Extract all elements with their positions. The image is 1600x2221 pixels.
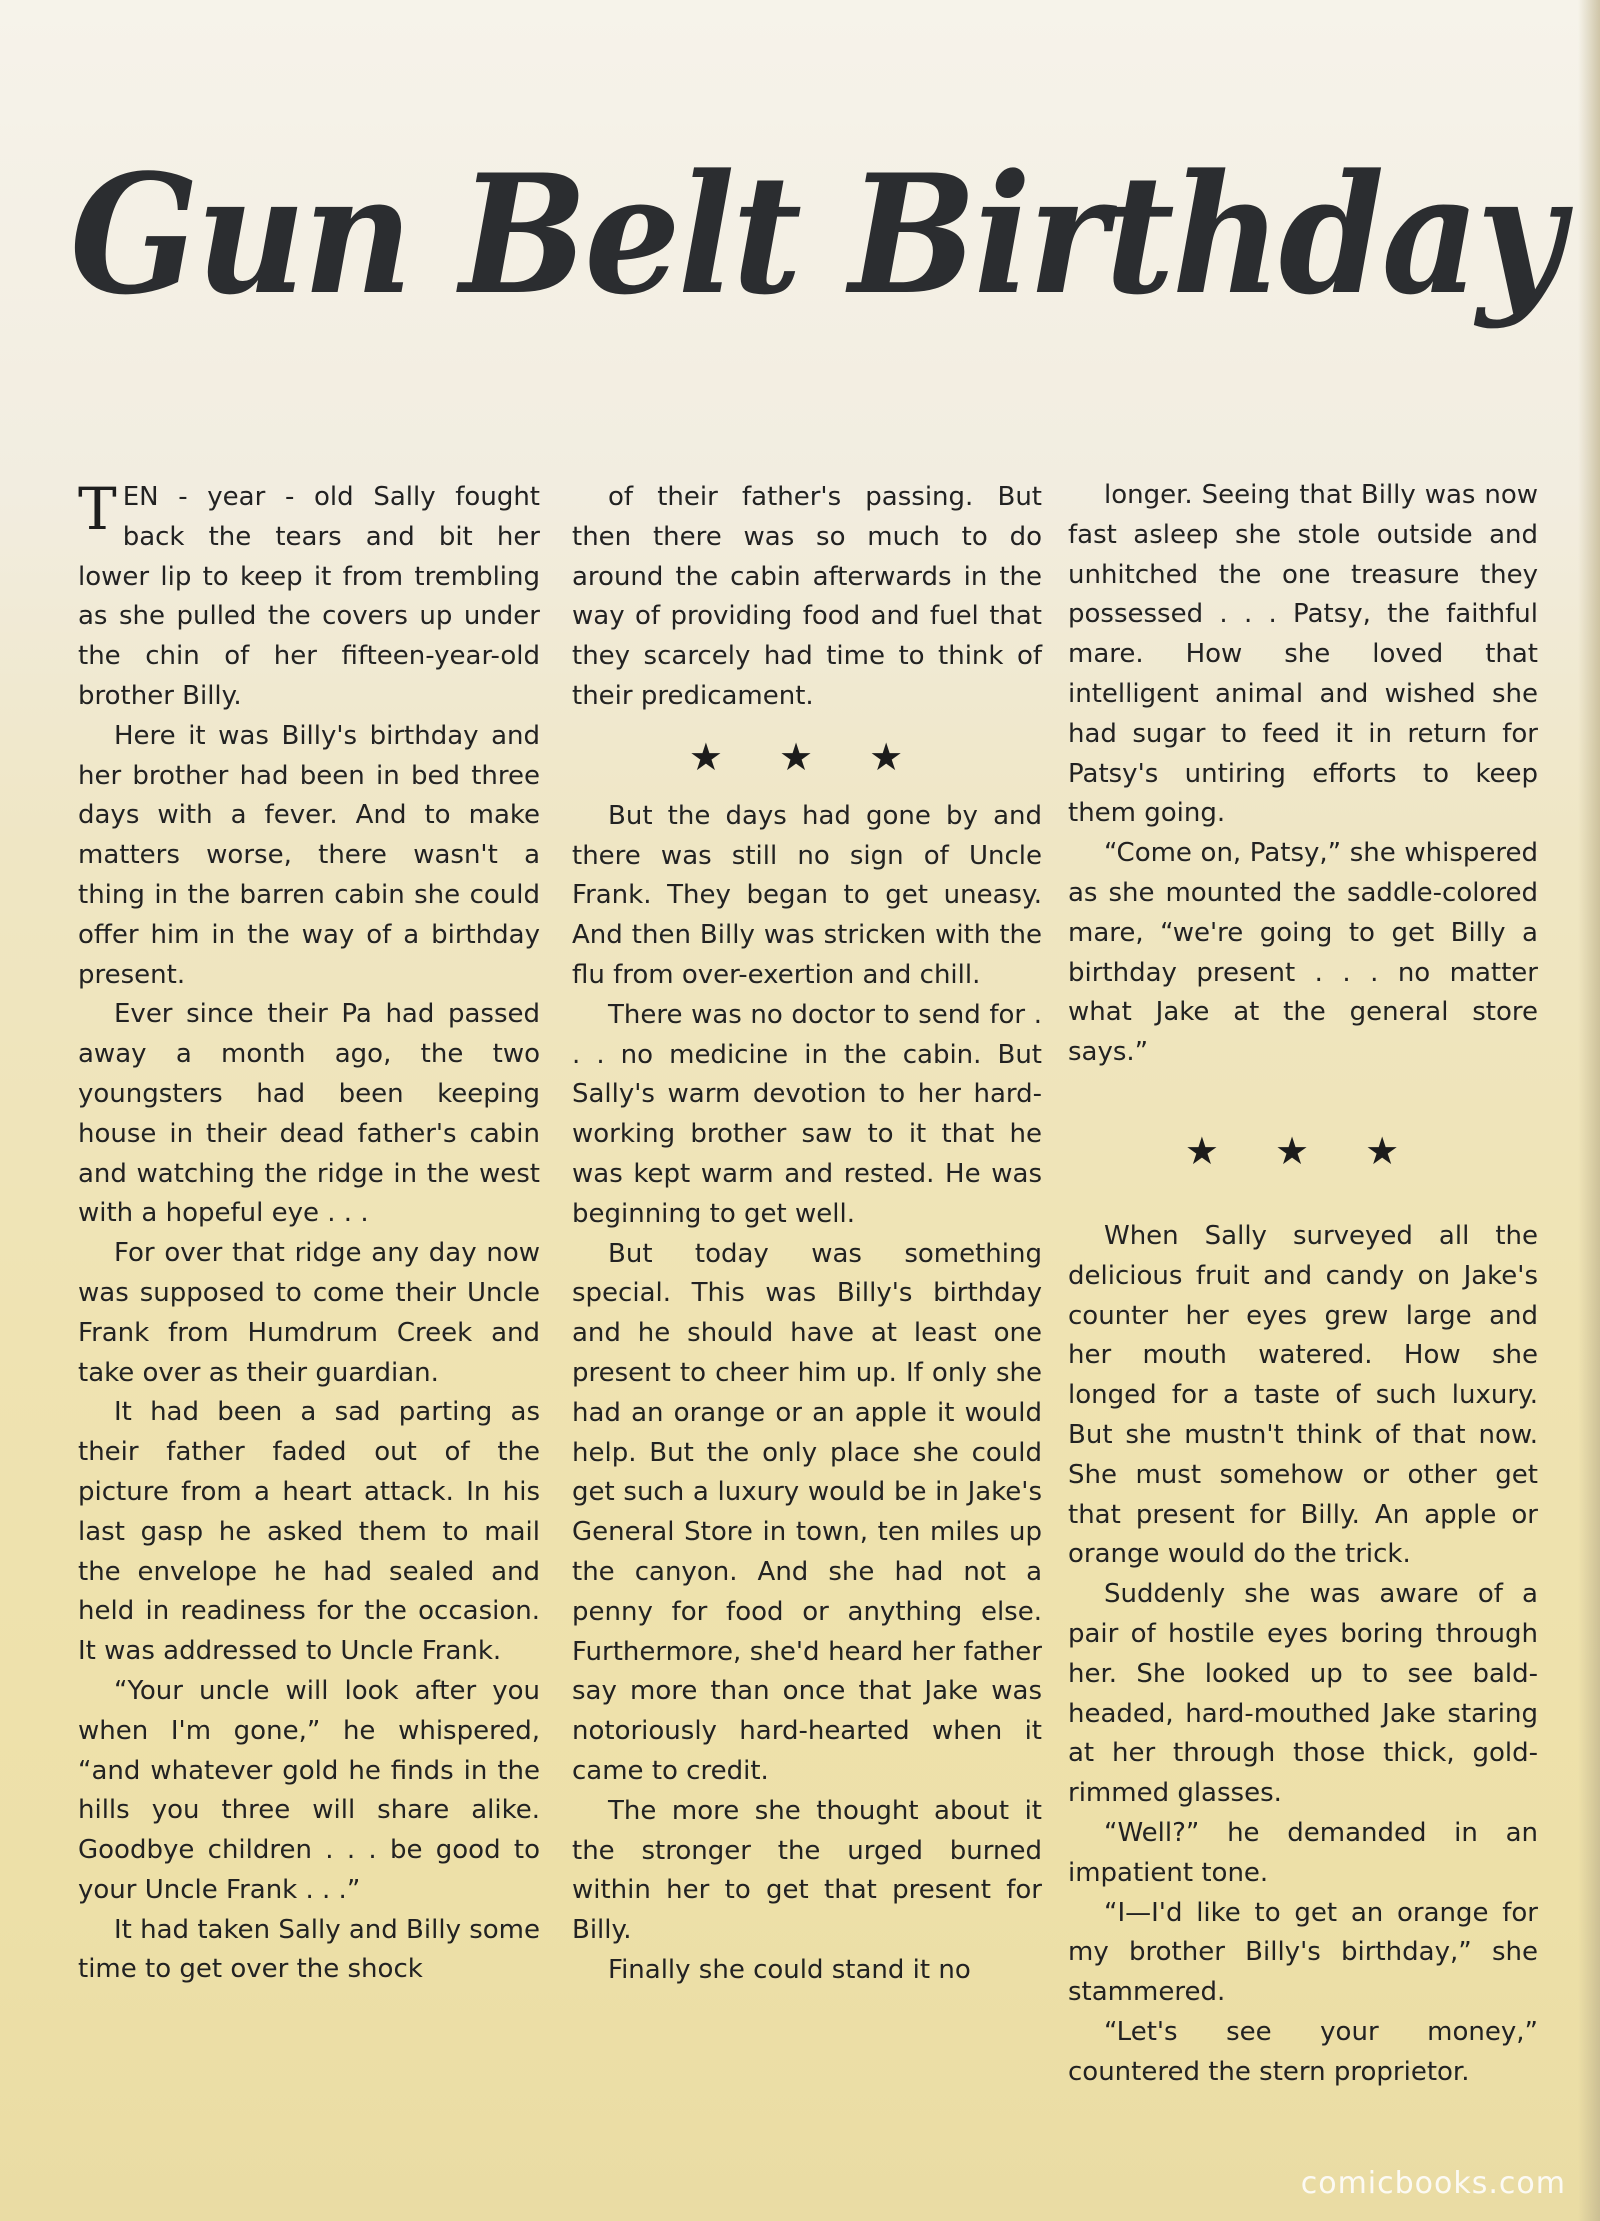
paragraph: “Your uncle will look after you when I'm gone,” he whispered, “and whatever gold he finds in the hills you three will share alike. Goodbye children . . . be good to your Uncle Frank . . .” — [78, 1675, 540, 1905]
drop-cap: T — [78, 475, 117, 543]
page-edge-shadow — [1578, 0, 1600, 2221]
paragraph: “Come on, Patsy,” she whispered as she mounted the saddle-colored mare, “we're going to get Billy a birthday present . . . no matter what Jake at the general store says.” — [1068, 838, 1538, 1068]
story-title: Gun Belt Birthday — [70, 138, 1562, 331]
source-watermark: comicbooks.com — [1300, 2166, 1566, 2201]
paragraph — [78, 475, 540, 717]
paragraph: It had been a sad parting as their father faded out of the picture from a heart attack. In his last gasp he asked them to mail the envelope he had sealed and held in readiness for the occasion. It was addressed to Uncle Frank. — [78, 1397, 540, 1667]
section-break-stars: ★ ★ ★ — [688, 734, 926, 779]
paragraph: Suddenly she was aware of a pair of hostile eyes boring through her. She looked up to see bald-headed, hard-mouthed Jake staring at her through those thick, gold-rimmed glasses. — [1068, 1579, 1538, 1809]
paragraph: Here it was Billy's birthday and her brother had been in bed three days with a fever. And to make matters worse, there wasn't a thing in the barren cabin she could offer him in the way of a birthday present. — [78, 720, 540, 990]
paragraph: It had taken Sally and Billy some time to get over the shock — [78, 1914, 540, 1985]
paragraph: “I—I'd like to get an orange for my brother Billy's birthday,” she stammered. — [1068, 1897, 1538, 2008]
paragraph: The more she thought about it the stronger the urged burned within her to get that present for Billy. — [572, 1795, 1042, 1946]
section-break-stars: ★ ★ ★ — [1184, 1128, 1422, 1173]
paragraph: When Sally surveyed all the delicious fruit and candy on Jake's counter her eyes grew large and her mouth watered. How she longed for a taste of such luxury. But she mustn't think of that now. She must somehow or other get that present for Billy. An apple or orange would do the trick. — [1068, 1220, 1538, 1570]
paragraph: But the days had gone by and there was still no sign of Uncle Frank. They began to get uneasy. And then Billy was stricken with the flu from over-exertion and chill. — [572, 800, 1042, 990]
paragraph: “Well?” he demanded in an impatient tone. — [1068, 1817, 1538, 1888]
paragraph: Ever since their Pa had passed away a month ago, the two youngsters had been keeping house in their dead father's cabin and watching the ridge in the west with a hopeful eye . . . — [78, 999, 540, 1229]
paragraph: For over that ridge any day now was supposed to come their Uncle Frank from Humdrum Creek and take over as their guardian. — [78, 1238, 540, 1388]
text-column-3 — [1068, 476, 1538, 2092]
paragraph: There was no doctor to send for . . . no medicine in the cabin. But Sally's warm devotion to her hard-working brother saw to it that he was kept warm and rested. He was beginning to get well. — [572, 999, 1042, 1229]
text-column-2 — [572, 478, 1042, 1991]
paragraph: Finally she could stand it no — [608, 1954, 971, 1985]
text-column-1 — [78, 475, 540, 1990]
paragraph: But today was something special. This was Billy's birthday and he should have at least one present to cheer him up. If only she had an orange or an apple it would help. But the only place she could get such a luxury would be in Jake's General Store in town, ten miles up the canyon. And she had not a penny for food or anything else. Furthermore, she'd heard her father say more than once that Jake was notoriously hard-hearted when it came to credit. — [572, 1238, 1042, 1786]
paragraph: longer. Seeing that Billy was now fast asleep she stole outside and unhitched the one treasure they possessed . . . Patsy, the faithful mare. How she loved that intelligent animal and wished she had sugar to feed it in return for Patsy's untiring efforts to keep them going. — [1068, 480, 1538, 829]
paragraph: “Let's see your money,” countered the stern proprietor. — [1068, 2016, 1538, 2087]
paragraph-text: EN - year - old Sally fought back the tears and bit her lower lip to keep it from trembling as she pulled the covers up under the chin of her fifteen-year-old brother Billy. — [78, 482, 540, 711]
paragraph: of their father's passing. But then there was so much to do around the cabin afterwards in the way of providing food and fuel that they scarcely had time to think of their predicament. — [572, 482, 1042, 711]
